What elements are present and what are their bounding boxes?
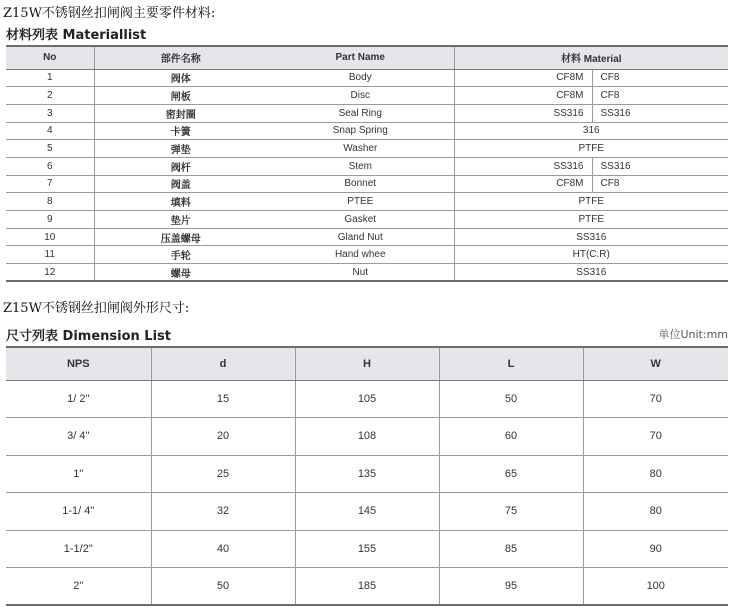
dimension-cell: 65	[439, 455, 583, 493]
row-number: 3	[6, 104, 94, 122]
dimension-cell: 20	[151, 418, 295, 456]
dimension-cell: 100	[583, 568, 728, 606]
part-name-cn: 阀杆	[94, 157, 267, 175]
row-number: 4	[6, 122, 94, 140]
part-name-cn: 填料	[94, 193, 267, 211]
dimension-header-cell: W	[583, 347, 728, 380]
header-no: No	[6, 46, 94, 69]
dimension-cell: 50	[439, 380, 583, 418]
row-number: 5	[6, 140, 94, 158]
materials-header-row	[6, 46, 728, 69]
dimension-header-cell: L	[439, 347, 583, 380]
part-name-cn: 阀体	[94, 69, 267, 87]
materials-page-title: Z15W不锈钢丝扣闸阀主要零件材料:	[3, 6, 216, 21]
row-number: 12	[6, 264, 94, 282]
dimension-cell: 145	[295, 493, 439, 531]
materials-table-heading: 材料列表 Materiallist	[6, 28, 147, 43]
part-name-en: Body	[267, 69, 454, 87]
part-name-cn: 螺母	[170, 268, 191, 280]
unit-label: 单位Unit:mm	[658, 328, 728, 341]
dimension-cell: 1"	[6, 455, 151, 493]
dimension-header-cell: H	[295, 347, 439, 380]
dimension-row	[6, 530, 728, 568]
material-value: SS316	[454, 228, 728, 246]
materials-row	[6, 193, 728, 211]
dimension-cell: 135	[295, 455, 439, 493]
dimension-row	[6, 455, 728, 493]
material-value-1: SS316	[454, 157, 592, 175]
material-value-1: CF8M	[454, 87, 592, 105]
dimension-cell: 25	[151, 455, 295, 493]
part-name-cn: 卡簧	[94, 122, 267, 140]
materials-row	[6, 175, 728, 193]
dimension-cell: 1/ 2"	[6, 380, 151, 418]
dimension-cell: 80	[583, 455, 728, 493]
materials-row	[6, 104, 728, 122]
row-number: 8	[6, 193, 94, 211]
material-value: 316	[454, 122, 728, 140]
material-value-1: CF8M	[454, 175, 592, 193]
dimension-cell: 80	[583, 493, 728, 531]
material-value-2: CF8	[592, 175, 728, 193]
materials-row	[6, 122, 728, 140]
part-name-en: Seal Ring	[267, 104, 454, 122]
row-number: 11	[6, 246, 94, 264]
part-name-cn: 密封圈	[94, 104, 267, 122]
material-value-2: CF8	[592, 87, 728, 105]
material-value: PTFE	[454, 140, 728, 158]
part-name-cn: 阀盖	[94, 175, 267, 193]
dimension-cell: 32	[151, 493, 295, 531]
dimension-cell: 70	[583, 380, 728, 418]
material-value-2: SS316	[592, 157, 728, 175]
dimension-cell: 1-1/2"	[6, 530, 151, 568]
part-name-en: Hand whee	[267, 246, 454, 264]
row-number: 7	[6, 175, 94, 193]
part-name-en: PTEE	[267, 193, 454, 211]
material-value-1: CF8M	[454, 69, 592, 87]
materials-row	[6, 228, 728, 246]
dimension-header-cell: d	[151, 347, 295, 380]
dimension-cell: 95	[439, 568, 583, 606]
dimension-cell: 3/ 4"	[6, 418, 151, 456]
dimension-table-heading: 尺寸列表 Dimension List	[6, 329, 171, 344]
dimension-cell: 50	[151, 568, 295, 606]
dimension-cell: 105	[295, 380, 439, 418]
material-value: SS316	[576, 266, 607, 278]
dimension-row	[6, 568, 728, 606]
dimension-row	[6, 493, 728, 531]
dimension-cell: 185	[295, 568, 439, 606]
materials-row	[6, 69, 728, 87]
materials-row	[6, 211, 728, 229]
part-name-en: Snap Spring	[267, 122, 454, 140]
material-value: HT(C.R)	[454, 246, 728, 264]
materials-row	[6, 140, 728, 158]
row-number: 2	[6, 87, 94, 105]
row-number: 6	[6, 157, 94, 175]
dimension-cell: 70	[583, 418, 728, 456]
dimension-cell: 2"	[73, 580, 84, 592]
part-name-cn: 闸板	[94, 87, 267, 105]
header-material: 材料 Material	[454, 46, 728, 69]
part-name-cn: 垫片	[94, 211, 267, 229]
dimension-cell: 85	[439, 530, 583, 568]
material-value-2: CF8	[592, 69, 728, 87]
dimension-cell: 75	[439, 493, 583, 531]
material-value: PTFE	[454, 193, 728, 211]
part-name-en: Gland Nut	[267, 228, 454, 246]
materials-table	[6, 45, 728, 282]
dimension-cell: 1-1/ 4"	[6, 493, 151, 531]
row-number: 1	[6, 69, 94, 87]
dimension-table	[6, 346, 728, 606]
part-name-en: Disc	[267, 87, 454, 105]
part-name-cn: 压盖螺母	[94, 228, 267, 246]
part-name-en: Bonnet	[267, 175, 454, 193]
dimension-header-cell: NPS	[6, 347, 151, 380]
dimension-page-title: Z15W不锈钢丝扣闸阀外形尺寸:	[3, 301, 190, 316]
part-name-en: Nut	[267, 264, 454, 282]
part-name-en: Gasket	[267, 211, 454, 229]
part-name-en: Washer	[267, 140, 454, 158]
materials-row	[6, 157, 728, 175]
materials-row	[6, 87, 728, 105]
dimension-header-row	[6, 347, 728, 380]
material-value-1: SS316	[454, 104, 592, 122]
header-part-cn: 部件名称	[94, 46, 267, 69]
row-number: 10	[6, 228, 94, 246]
material-value: PTFE	[454, 211, 728, 229]
part-name-cn: 弹垫	[94, 140, 267, 158]
part-name-cn: 手轮	[94, 246, 267, 264]
materials-row	[6, 246, 728, 264]
dimension-cell: 40	[151, 530, 295, 568]
dimension-cell: 90	[583, 530, 728, 568]
dimension-row	[6, 418, 728, 456]
dimension-cell: 60	[439, 418, 583, 456]
part-name-en: Stem	[267, 157, 454, 175]
dimension-cell: 108	[295, 418, 439, 456]
dimension-cell: 155	[295, 530, 439, 568]
row-number: 9	[6, 211, 94, 229]
dimension-row	[6, 380, 728, 418]
header-part-en: Part Name	[267, 46, 454, 69]
dimension-cell: 15	[151, 380, 295, 418]
materials-row	[6, 264, 728, 282]
material-value-2: SS316	[592, 104, 728, 122]
